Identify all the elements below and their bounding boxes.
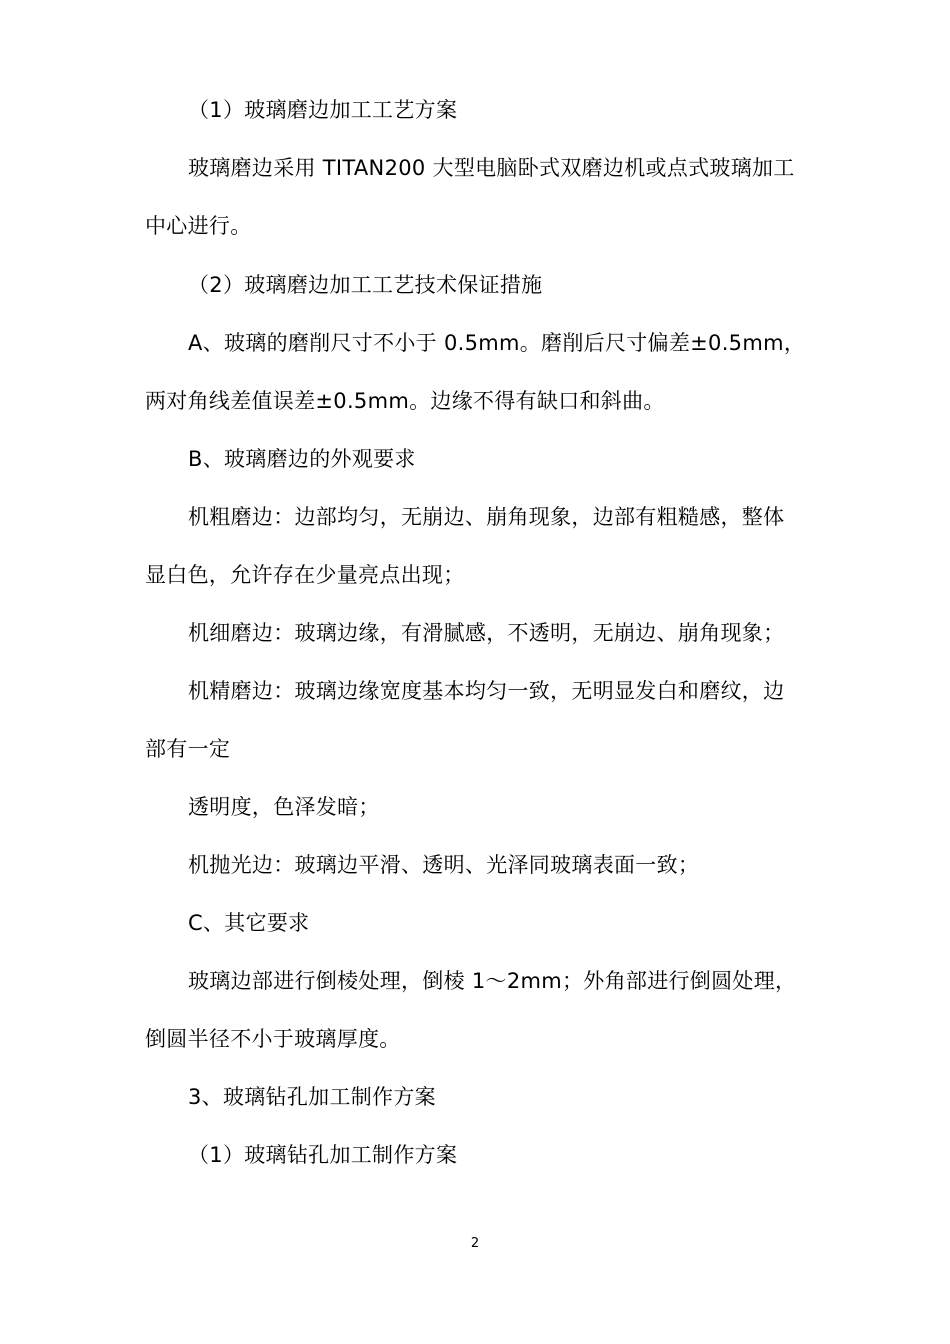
text-line-15: C、其它要求: [188, 911, 310, 935]
text-line-1: （1）玻璃磨边加工工艺方案: [188, 98, 458, 122]
text-line-6: 两对角线差值误差±0.5mm。边缘不得有缺口和斜曲。: [145, 389, 665, 413]
text-line-8: 机粗磨边：边部均匀，无崩边、崩角现象，边部有粗糙感，整体: [188, 505, 785, 529]
text-line-16: 玻璃边部进行倒棱处理，倒棱 1～2mm；外角部进行倒圆处理，: [188, 969, 797, 993]
text-line-7: B、玻璃磨边的外观要求: [188, 447, 416, 471]
text-line-11: 机精磨边：玻璃边缘宽度基本均匀一致，无明显发白和磨纹，边: [188, 679, 785, 703]
text-line-10: 机细磨边：玻璃边缘，有滑腻感，不透明，无崩边、崩角现象；: [188, 621, 785, 645]
text-line-12: 部有一定: [145, 737, 231, 761]
text-line-19: （1）玻璃钻孔加工制作方案: [188, 1143, 458, 1167]
text-line-18: 3、玻璃钻孔加工制作方案: [188, 1085, 436, 1109]
text-line-13: 透明度，色泽发暗；: [188, 795, 380, 819]
text-line-14: 机抛光边：玻璃边平滑、透明、光泽同玻璃表面一致；: [188, 853, 700, 877]
text-line-3: 中心进行。: [145, 214, 252, 238]
text-line-17: 倒圆半径不小于玻璃厚度。: [145, 1027, 401, 1051]
text-line-9: 显白色，允许存在少量亮点出现；: [145, 563, 465, 587]
text-line-2: 玻璃磨边采用 TITAN200 大型电脑卧式双磨边机或点式玻璃加工: [188, 156, 795, 180]
text-line-5: A、玻璃的磨削尺寸不小于 0.5mm。磨削后尺寸偏差±0.5mm，: [188, 331, 806, 355]
page-number: 2: [470, 1236, 480, 1251]
text-line-4: （2）玻璃磨边加工工艺技术保证措施: [188, 273, 543, 297]
